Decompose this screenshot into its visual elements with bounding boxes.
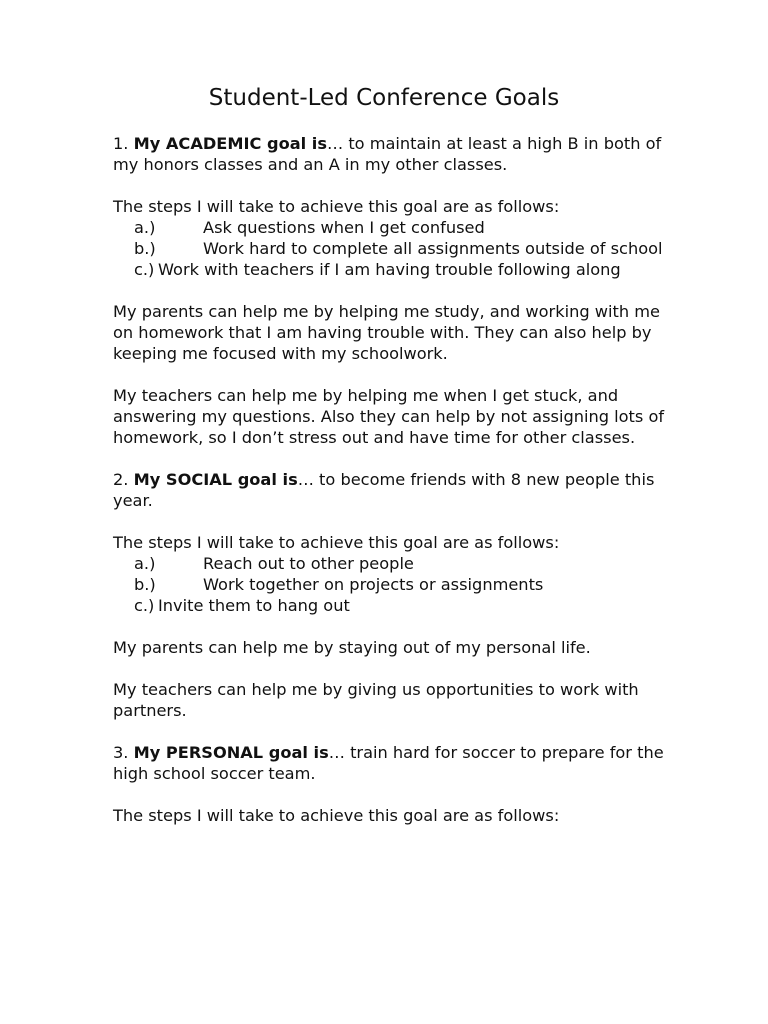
section-number: 2.: [113, 470, 129, 489]
parents-help-paragraph: My parents can help me by helping me study, and working with me on homework that I am having trouble with. They can also help by keeping me focused with my schoolwork.: [113, 302, 660, 363]
teachers-help-paragraph: My teachers can help me by giving us opportunities to work with partners.: [113, 680, 639, 720]
list-marker: b.): [134, 239, 156, 258]
goal-label: My SOCIAL goal is: [133, 470, 298, 489]
list-marker: a.): [134, 218, 156, 237]
document-body: [113, 133, 673, 826]
list-marker: b.): [134, 575, 156, 594]
list-item-text: Work with teachers if I am having trouble following along: [158, 260, 621, 279]
steps-intro: The steps I will take to achieve this goal are as follows:: [113, 806, 560, 825]
social-goal-statement: [113, 469, 673, 511]
list-item: [113, 217, 673, 238]
goal-text: … to become friends with 8 new people this year.: [113, 470, 655, 510]
list-item-text: Work together on projects or assignments: [203, 575, 544, 594]
steps-intro: The steps I will take to achieve this goal are as follows:: [113, 533, 560, 552]
list-item: [113, 574, 673, 595]
list-marker: a.): [134, 554, 156, 573]
list-item: [113, 238, 673, 259]
list-marker: c.): [134, 596, 155, 615]
document-title: Student-Led Conference Goals: [208, 85, 560, 111]
social-steps-list: [113, 553, 673, 616]
steps-intro: The steps I will take to achieve this goal are as follows:: [113, 197, 560, 216]
list-item-text: Work hard to complete all assignments outside of school: [203, 239, 663, 258]
list-item-text: Ask questions when I get confused: [203, 218, 485, 237]
list-item-text: Invite them to hang out: [158, 596, 350, 615]
parents-help-paragraph: My parents can help me by staying out of my personal life.: [113, 638, 591, 657]
personal-goal-statement: [113, 742, 673, 784]
goal-text: … to maintain at least a high B in both of my honors classes and an A in my other classes.: [113, 134, 662, 174]
list-marker: c.): [134, 260, 155, 279]
goal-label: My ACADEMIC goal is: [133, 134, 327, 153]
list-item: [113, 595, 673, 616]
goal-text: … train hard for soccer to prepare for the high school soccer team.: [113, 743, 664, 783]
section-number: 3.: [113, 743, 129, 762]
academic-goal-statement: [113, 133, 673, 175]
section-number: 1.: [113, 134, 129, 153]
teachers-help-paragraph: My teachers can help me by helping me when I get stuck, and answering my questions. Also they can help by not assigning lots of homework, so I don’t stress out and have time for other classes.: [113, 386, 665, 447]
list-item-text: Reach out to other people: [203, 554, 414, 573]
goal-label: My PERSONAL goal is: [133, 743, 329, 762]
list-item: [113, 259, 673, 280]
list-item: [113, 553, 673, 574]
academic-steps-list: [113, 217, 673, 280]
